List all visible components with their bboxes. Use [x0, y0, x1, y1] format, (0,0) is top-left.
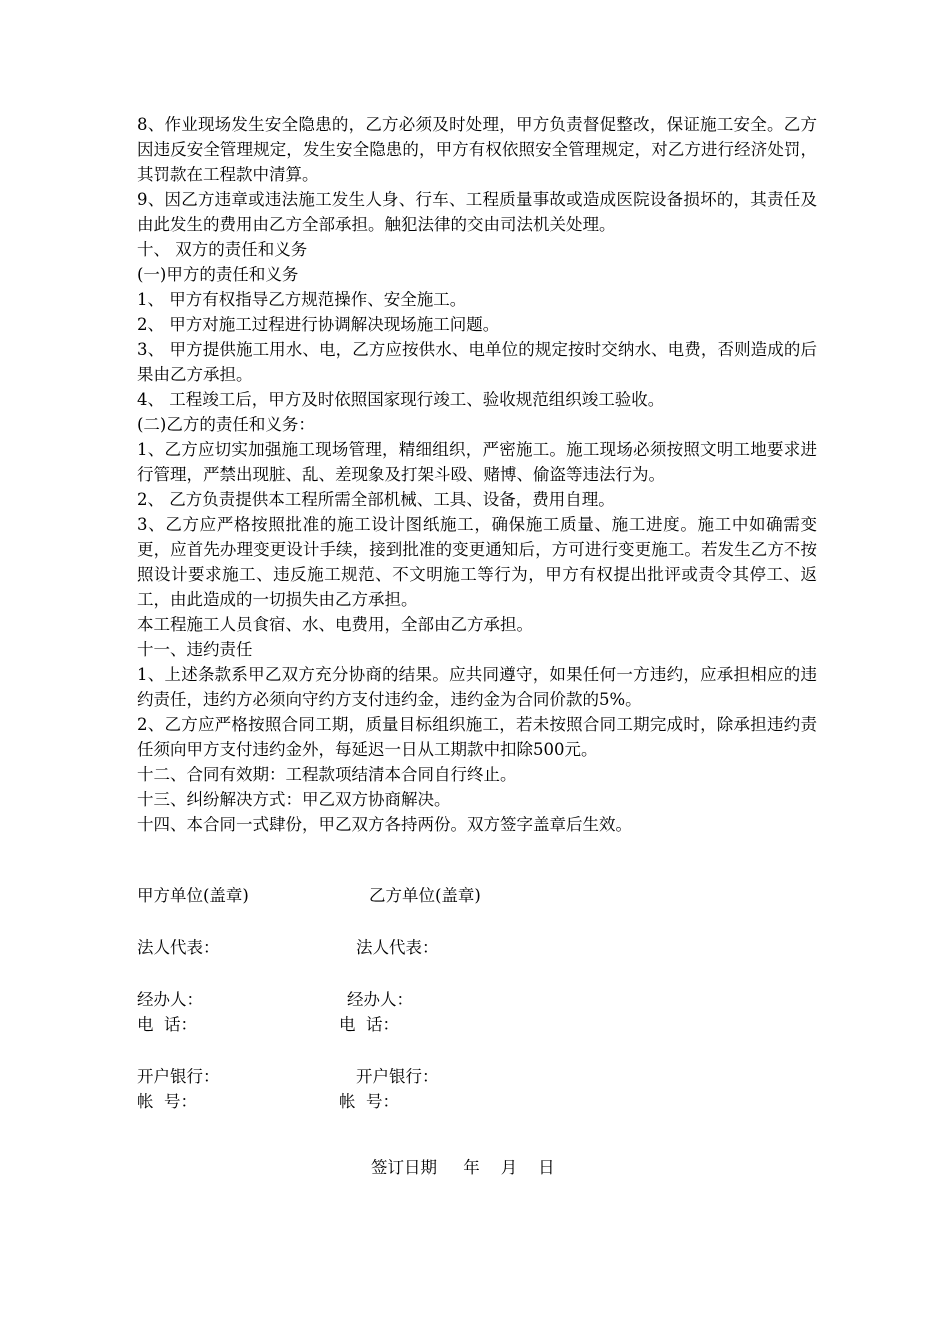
breach-item-2: 2、乙方应严格按照合同工期，质量目标组织施工，若未按照合同工期完成时，除承担违约责任须向甲方支付违约金外，每延迟一日从工期款中扣除500元。 — [137, 715, 817, 759]
section-13-dispute: 十三、纠纷解决方式：甲乙双方协商解决。 — [137, 790, 451, 809]
section-11-heading: 十一、违约责任 — [137, 640, 253, 659]
signature-bank-row — [137, 1064, 817, 1089]
party-b-item-2: 2、 乙方负责提供本工程所需全部机械、工具、设备，费用自理。 — [137, 490, 615, 509]
signature-unit-row — [137, 883, 817, 908]
contract-body — [137, 112, 817, 837]
party-b-rep-label: 法人代表： — [356, 938, 439, 957]
party-b-expenses: 本工程施工人员食宿、水、电费用，全部由乙方承担。 — [137, 615, 533, 634]
party-a-item-2: 2、 甲方对施工过程进行协调解决现场施工问题。 — [137, 315, 500, 334]
party-b-item-3: 3、乙方应严格按照批准的施工设计图纸施工，确保施工质量、施工进度。施工中如确需变更，应首先办理变更设计手续，接到批准的变更通知后，方可进行变更施工。若发生乙方不按照设计要求施工、违反施工规范、不文明施工等行为，甲方有权提出批评或责令其停工、返工，由此造成的一切损失由乙方承担。 — [137, 515, 817, 609]
party-a-bank-label: 开户银行： — [137, 1067, 220, 1086]
breach-item-1: 1、上述条款系甲乙双方充分协商的结果。应共同遵守，如果任何一方违约，应承担相应的违约责任，违约方必须向守约方支付违约金，违约金为合同价款的5%。 — [137, 665, 817, 709]
party-a-item-1: 1、 甲方有权指导乙方规范操作、安全施工。 — [137, 290, 467, 309]
subsection-party-a-heading: (一)甲方的责任和义务 — [137, 265, 299, 284]
party-a-phone-label: 电 话： — [137, 1015, 197, 1034]
section-12-validity: 十二、合同有效期：工程款项结清本合同自行终止。 — [137, 765, 517, 784]
section-14-copies: 十四、本合同一式肆份，甲乙双方各持两份。双方签字盖章后生效。 — [137, 815, 632, 834]
party-a-item-3: 3、 甲方提供施工用水、电，乙方应按供水、电单位的规定按时交纳水、电费，否则造成的后果由乙方承担。 — [137, 340, 817, 384]
party-b-phone-label: 电 话： — [339, 1015, 399, 1034]
signature-rep-row — [137, 935, 817, 960]
party-a-item-4: 4、 工程竣工后，甲方及时依照国家现行竣工、验收规范组织竣工验收。 — [137, 390, 665, 409]
signature-account-row — [137, 1089, 817, 1114]
party-b-unit-label: 乙方单位(盖章) — [369, 886, 481, 905]
clause-8-safety: 8、作业现场发生安全隐患的，乙方必须及时处理，甲方负责督促整改，保证施工安全。乙方因违反安全管理规定，发生安全隐患的，甲方有权依照安全管理规定，对乙方进行经济处罚，其罚款在工程款中清算。 — [137, 115, 817, 184]
signature-phone-row — [137, 1012, 817, 1037]
party-a-unit-label: 甲方单位(盖章) — [137, 886, 249, 905]
party-a-rep-label: 法人代表： — [137, 938, 220, 957]
party-a-agent-label: 经办人： — [137, 990, 203, 1009]
party-b-bank-label: 开户银行： — [356, 1067, 439, 1086]
signature-agent-row — [137, 987, 817, 1012]
subsection-party-b-heading: (二)乙方的责任和义务： — [137, 415, 315, 434]
party-b-account-label: 帐 号： — [339, 1092, 399, 1111]
party-b-agent-label: 经办人： — [347, 990, 413, 1009]
signature-block — [137, 883, 817, 1114]
section-10-heading: 十、 双方的责任和义务 — [137, 240, 308, 259]
party-a-account-label: 帐 号： — [137, 1092, 197, 1111]
signing-date-line: 签订日期 年 月 日 — [371, 1158, 555, 1177]
party-b-item-1: 1、乙方应切实加强施工现场管理，精细组织，严密施工。施工现场必须按照文明工地要求进行管理，严禁出现脏、乱、差现象及打架斗殴、赌博、偷盗等违法行为。 — [137, 440, 817, 484]
clause-9-liability: 9、因乙方违章或违法施工发生人身、行车、工程质量事故或造成医院设备损坏的，其责任及由此发生的费用由乙方全部承担。触犯法律的交由司法机关处理。 — [137, 190, 817, 234]
